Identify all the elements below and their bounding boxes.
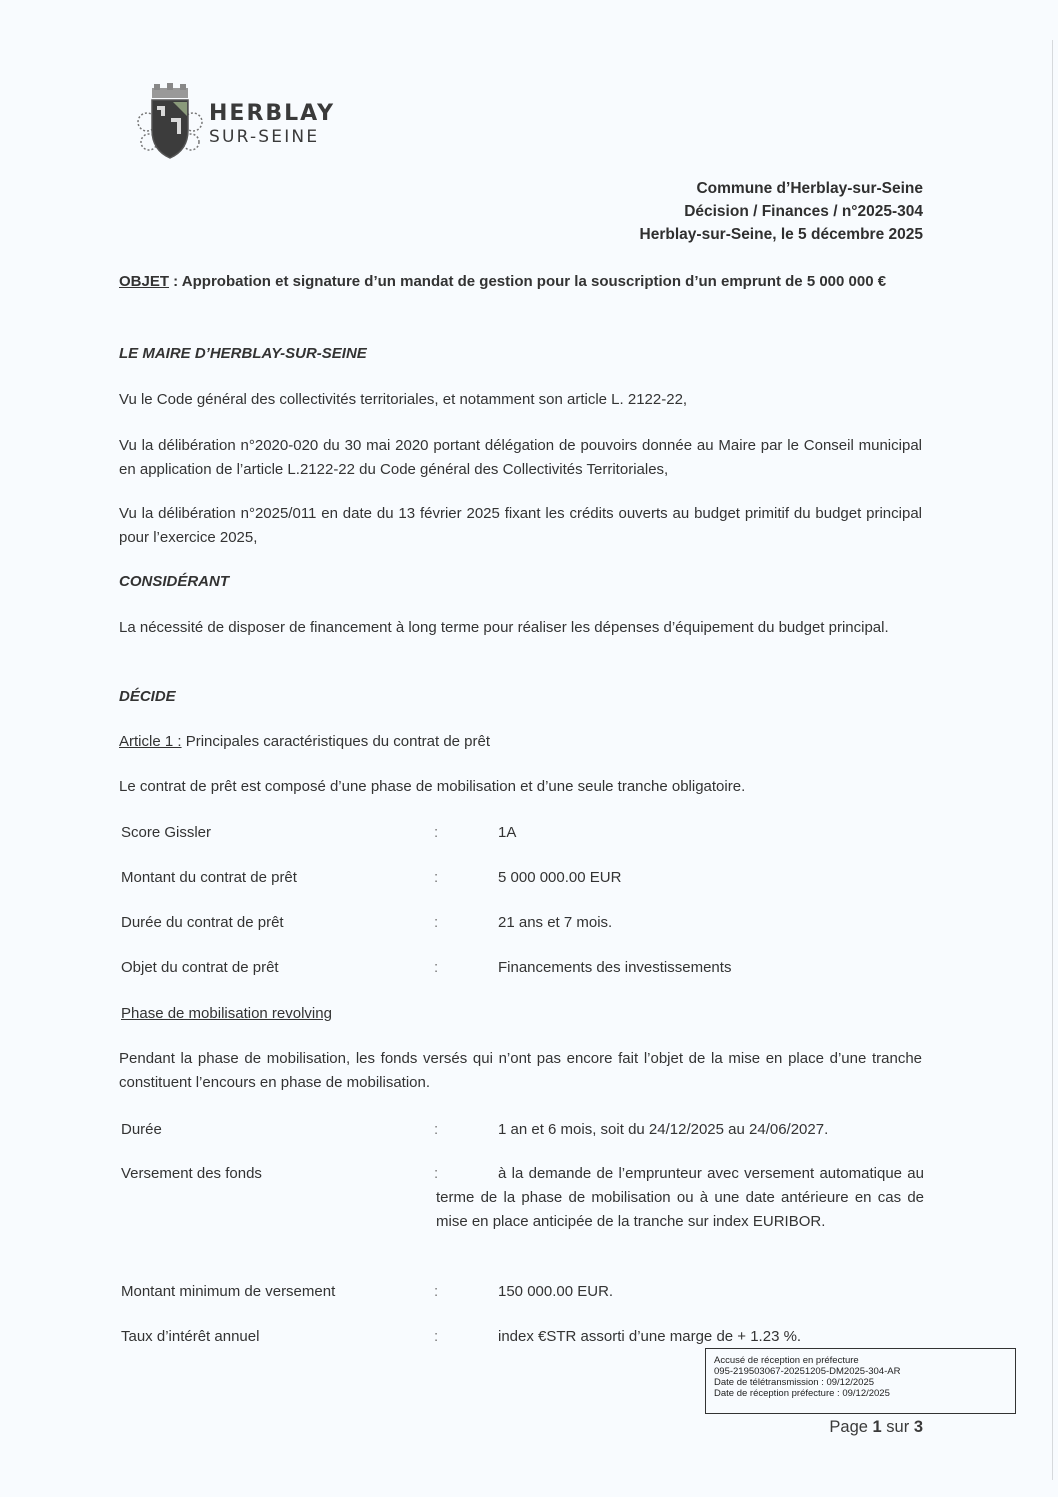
page-number bbox=[829, 1418, 923, 1437]
vu-paragraph: Vu la délibération n°2020-020 du 30 mai 2020 portant délégation de pouvoirs donnée au Maire par le Conseil municipal en application de l’article L.2122-22 du Code général des Collectivités Territoriales, bbox=[119, 437, 922, 478]
row-separator: : bbox=[434, 1283, 439, 1300]
prefecture-receipt-stamp bbox=[705, 1348, 1016, 1414]
row-label: Montant minimum de versement bbox=[121, 1283, 336, 1300]
row-value: 5 000 000.00 EUR bbox=[498, 869, 622, 886]
considerant-text: La nécessité de disposer de financement à long terme pour réaliser les dépenses d’équipement du budget principal. bbox=[119, 619, 889, 636]
mobilisation-text: Pendant la phase de mobilisation, les fonds versés qui n’ont pas encore fait l’objet de la mise en place d’une tranche constituent l’encours en phase de mobilisation. bbox=[119, 1050, 922, 1091]
article-label: Article 1 : bbox=[119, 733, 182, 750]
vu-paragraph: Vu le Code général des collectivités territoriales, et notamment son article L. 2122-22, bbox=[119, 391, 688, 408]
row-value: à la demande de l’emprunteur avec versement automatique au terme de la phase de mobilisation ou à une date antérieure en cas de mise en place anticipée de la tranche sur index EURIBOR. bbox=[436, 1165, 924, 1230]
logo-line-1: HERBLAY bbox=[209, 101, 336, 126]
page-middle: sur bbox=[881, 1418, 914, 1436]
objet-text: Approbation et signature d’un mandat de gestion pour la souscription d’un emprunt de 5 000 000 € bbox=[181, 273, 887, 290]
place-date: Herblay-sur-Seine, le 5 décembre 2025 bbox=[639, 226, 923, 243]
row-label: Montant du contrat de prêt bbox=[121, 869, 297, 886]
row-label: Score Gissler bbox=[121, 824, 212, 841]
maire-heading: LE MAIRE D’HERBLAY-SUR-SEINE bbox=[119, 345, 367, 362]
row-value: Financements des investissements bbox=[498, 959, 732, 976]
mobilisation-heading: Phase de mobilisation revolving bbox=[121, 1005, 332, 1022]
coat-of-arms-icon bbox=[135, 82, 205, 164]
row-label: Objet du contrat de prêt bbox=[121, 959, 279, 976]
row-label: Durée du contrat de prêt bbox=[121, 914, 284, 931]
row-label: Taux d’intérêt annuel bbox=[121, 1328, 260, 1345]
row-value: 21 ans et 7 mois. bbox=[498, 914, 613, 931]
row-value: 1A bbox=[498, 824, 517, 841]
article-title: Principales caractéristiques du contrat de prêt bbox=[181, 733, 491, 750]
stamp-line: Date de réception préfecture : 09/12/2025 bbox=[714, 1388, 890, 1399]
row-separator: : bbox=[434, 914, 439, 931]
page-edge bbox=[1052, 40, 1053, 1480]
objet-paragraph bbox=[119, 270, 922, 294]
row-separator: : bbox=[434, 959, 439, 976]
logo-text bbox=[209, 102, 335, 148]
objet-separator: : bbox=[169, 273, 182, 290]
row-value: 1 an et 6 mois, soit du 24/12/2025 au 24/06/2027. bbox=[498, 1121, 829, 1138]
decide-heading: DÉCIDE bbox=[119, 688, 176, 705]
row-label: Versement des fonds bbox=[121, 1165, 262, 1182]
row-separator: : bbox=[434, 1121, 439, 1138]
row-separator: : bbox=[434, 869, 439, 886]
logo bbox=[135, 82, 365, 172]
row-label: Durée bbox=[121, 1121, 162, 1138]
decision-reference: Décision / Finances / n°2025-304 bbox=[684, 203, 923, 220]
considerant-heading: CONSIDÉRANT bbox=[119, 573, 230, 590]
stamp-line: Accusé de réception en préfecture bbox=[714, 1355, 859, 1366]
article-1-title bbox=[119, 730, 922, 754]
commune-name: Commune d’Herblay-sur-Seine bbox=[696, 180, 923, 197]
row-value: 150 000.00 EUR. bbox=[498, 1283, 614, 1300]
vu-paragraph: Vu la délibération n°2025/011 en date du 13 février 2025 fixant les crédits ouverts au budget primitif du budget principal pour l’exercice 2025, bbox=[119, 505, 922, 546]
row-separator: : bbox=[434, 824, 439, 841]
stamp-line: 095-219503067-20251205-DM2025-304-AR bbox=[714, 1366, 901, 1377]
contract-intro: Le contrat de prêt est composé d’une phase de mobilisation et d’une seule tranche obligatoire. bbox=[119, 778, 746, 795]
page-prefix: Page bbox=[829, 1418, 873, 1436]
logo-line-2: SUR-SEINE bbox=[209, 127, 320, 147]
document-header bbox=[640, 177, 923, 246]
row-value: index €STR assorti d’une marge de + 1.23 %. bbox=[498, 1328, 802, 1345]
page-total: 3 bbox=[913, 1418, 923, 1436]
objet-label: OBJET bbox=[119, 273, 170, 290]
page-current: 1 bbox=[872, 1418, 882, 1436]
row-separator: : bbox=[434, 1328, 439, 1345]
row-separator: : bbox=[434, 1165, 439, 1182]
stamp-line: Date de télétransmission : 09/12/2025 bbox=[714, 1377, 875, 1388]
